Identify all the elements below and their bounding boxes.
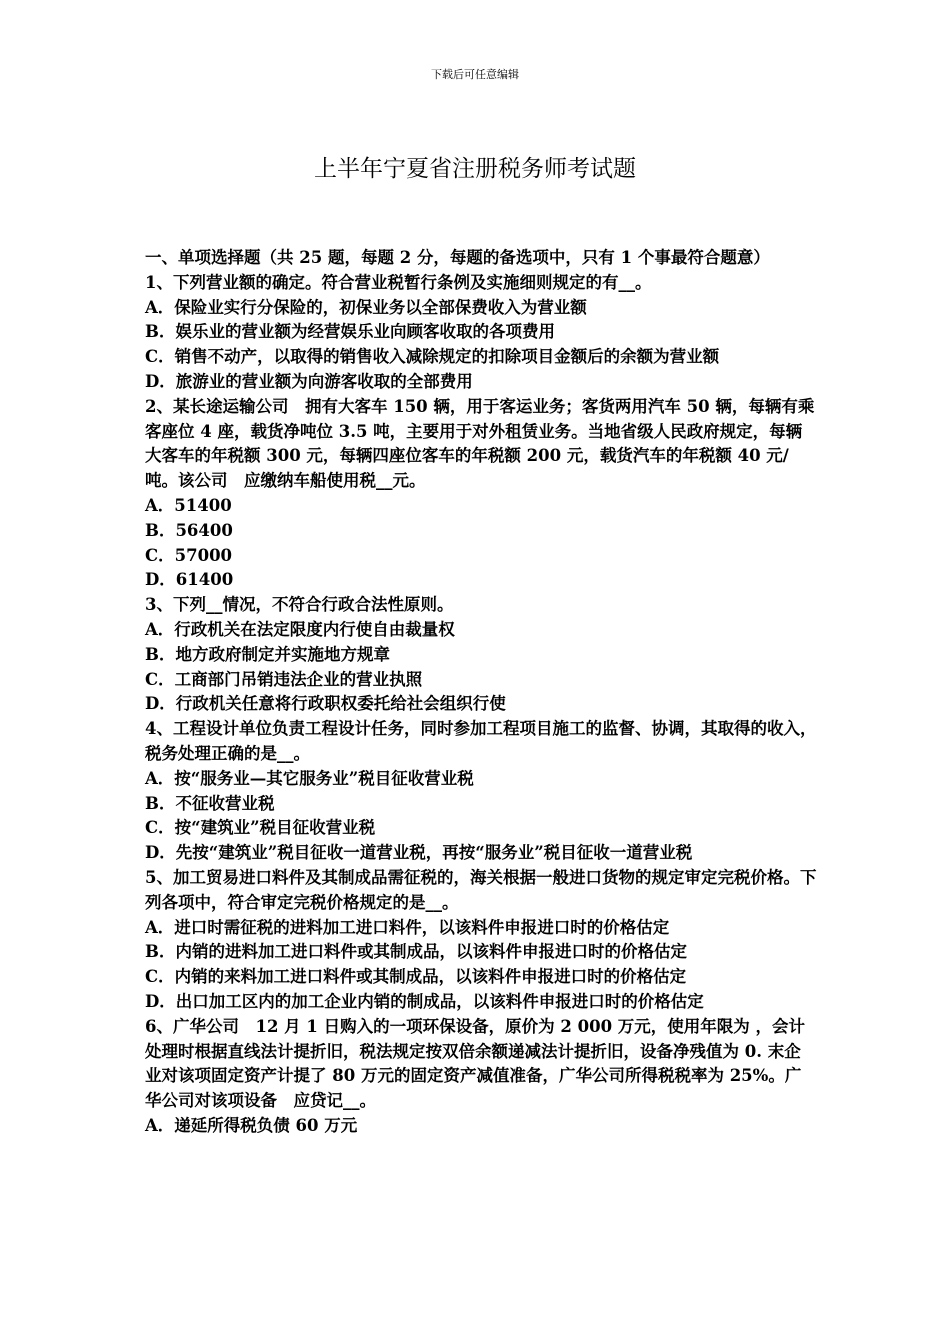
option-c: C．按“建筑业”税目征收营业税: [145, 818, 376, 838]
option-a: A．行政机关在法定限度内行使自由裁量权: [145, 619, 455, 639]
question-3: [145, 593, 817, 717]
option-b: B．娱乐业的营业额为经营娱乐业向顾客收取的各项费用: [145, 322, 555, 342]
question-4: [145, 717, 817, 866]
option-b: B．内销的进料加工进口料件或其制成品，以该料件申报进口时的价格估定: [145, 942, 687, 962]
option-c: C．工商部门吊销违法企业的营业执照: [145, 669, 423, 689]
option-b: B．地方政府制定并实施地方规章: [145, 644, 390, 664]
option-c: C．销售不动产，以取得的销售收入减除规定的扣除项目金额后的余额为营业额: [145, 347, 720, 367]
question-stem: 5、加工贸易进口料件及其制成品需征税的，海关根据一般进口货物的规定审定完税价格。下列各项中，符合审定完税价格规定的是__。: [145, 867, 817, 912]
option-a: A．保险业实行分保险的，初保业务以全部保费收入为营业额: [145, 297, 587, 317]
option-a: A．51400: [145, 495, 232, 515]
option-d: D．先按“建筑业”税目征收一道营业税，再按“服务业”税目征收一道营业税: [145, 843, 693, 863]
option-a: A．递延所得税负债 60 万元: [145, 1115, 358, 1135]
question-stem: 3、下列__情况，不符合行政合法性原则。: [145, 595, 454, 615]
option-b: B．不征收营业税: [145, 793, 275, 813]
option-d: D．61400: [145, 570, 234, 590]
document-title: 上半年宁夏省注册税务师考试题: [314, 156, 636, 182]
question-stem: 1、下列营业额的确定。符合营业税暂行条例及实施细则规定的有__。: [145, 272, 652, 292]
header-note: 下载后可任意编辑: [431, 68, 519, 81]
option-d: D．旅游业的营业额为向游客收取的全部费用: [145, 371, 473, 391]
option-a: A．进口时需征税的进料加工进口料件，以该料件申报进口时的价格估定: [145, 917, 670, 937]
section-heading: 一、单项选择题（共 25 题，每题 2 分，每题的备选项中，只有 1 个事最符合题意）: [145, 248, 770, 267]
question-6: [145, 1015, 817, 1139]
document-body: [145, 246, 817, 1139]
option-c: C．内销的来料加工进口料件或其制成品，以该料件申报进口时的价格估定: [145, 967, 687, 987]
option-b: B．56400: [145, 520, 233, 540]
question-stem: 4、工程设计单位负责工程设计任务，同时参加工程项目施工的监督、协调，其取得的收入，税务处理正确的是__。: [145, 719, 817, 763]
question-2: [145, 395, 817, 593]
question-stem: 2、某长途运输公司 拥有大客车 150 辆，用于客运业务；客货两用汽车 50 辆，每辆有乘客座位 4 座，载货净吨位 3.5 吨，主要用于对外租赁业务。当地省级人民政府规定，每辆大客车的年税额 300 元，每辆四座位客车的年税额 200 元，载货汽车的年税额 40 元/吨。该公司 应缴纳车船使用税__元。: [145, 396, 815, 491]
option-c: C．57000: [145, 545, 233, 565]
option-d: D．出口加工区内的加工企业内销的制成品，以该料件申报进口时的价格估定: [145, 991, 704, 1011]
question-5: [145, 866, 817, 1015]
question-stem: 6、广华公司 12 月 1 日购入的一项环保设备，原价为 2 000 万元，使用年限为 ，会计处理时根据直线法计提折旧，税法规定按双倍余额递减法计提折旧，设备净残值为 0. 末企业对该项固定资产计提了 80 万元的固定资产减值准备，广华公司所得税税率为 25%。广华公司对该项设备 应贷记__。: [145, 1016, 806, 1111]
option-d: D．行政机关任意将行政职权委托给社会组织行使: [145, 694, 506, 714]
question-1: [145, 271, 817, 395]
option-a: A．按“服务业—其它服务业”税目征收营业税: [145, 768, 474, 788]
